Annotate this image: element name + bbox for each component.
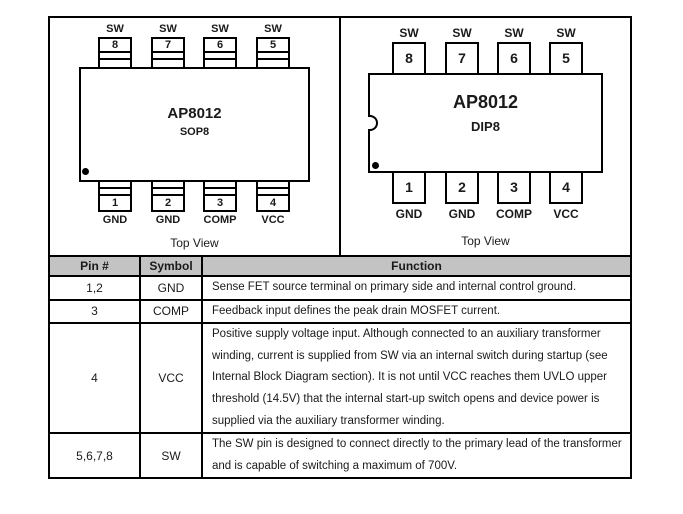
- sop8-pin-2: [151, 180, 185, 212]
- sop8-pin2-bottom-label: GND: [155, 214, 181, 226]
- dip8-pin7-top-label: SW: [452, 26, 472, 40]
- table-row-vcc: [49, 323, 631, 433]
- symbol-cell: SW: [140, 433, 202, 478]
- sop8-pin-8-number: 8: [100, 39, 130, 53]
- dip8-pin1-bottom-label: GND: [395, 207, 423, 221]
- function-cell: Sense FET source terminal on primary side and internal control ground.: [202, 276, 631, 300]
- dip8-chip-name: AP8012: [452, 92, 519, 112]
- sop8-pin-6-number: 6: [205, 39, 235, 53]
- sop8-pin-1-number: 1: [111, 197, 119, 209]
- sop8-pin-3: [203, 180, 237, 212]
- sop8-pin-6: [203, 37, 237, 69]
- dip8-pin4-bottom-label: VCC: [553, 207, 579, 221]
- sop8-caption: Top View: [170, 236, 219, 250]
- sop8-pin-4: [256, 180, 290, 212]
- col-header-pin: Pin #: [49, 256, 140, 276]
- dip8-title-block: [368, 92, 603, 135]
- sop8-pin-8: [98, 37, 132, 69]
- sop8-title-block: [79, 105, 310, 139]
- sop8-pin-1: [98, 180, 132, 212]
- sop8-pin8-top-label: SW: [106, 23, 124, 35]
- dip8-pin-2: 2: [445, 171, 479, 204]
- sop8-pin-7: [151, 37, 185, 69]
- panel-divider: [339, 16, 341, 255]
- dip8-package-name: DIP8: [471, 119, 500, 134]
- symbol-cell: VCC: [140, 323, 202, 433]
- sop8-pin5-top-label: SW: [264, 23, 282, 35]
- function-cell: Feedback input defines the peak drain MOSFET current.: [202, 300, 631, 324]
- table-row-comp: [49, 300, 631, 324]
- dip8-pin-4: 4: [549, 171, 583, 204]
- sop8-pin-4-number: 4: [269, 197, 277, 209]
- sop8-pin4-bottom-label: VCC: [261, 214, 285, 226]
- sop8-pin3-bottom-label: COMP: [203, 214, 237, 226]
- sop8-package-name: SOP8: [179, 126, 210, 138]
- sop8-pin-2-number: 2: [164, 197, 172, 209]
- dip8-pin5-top-label: SW: [556, 26, 576, 40]
- dip8-pin1-dot: [372, 162, 379, 169]
- dip8-pin8-top-label: SW: [399, 26, 419, 40]
- dip8-pin-7: 7: [445, 42, 479, 75]
- sop8-chip-name: AP8012: [167, 105, 222, 122]
- table-header-row: [49, 256, 631, 276]
- sop8-pin1-bottom-label: GND: [102, 214, 128, 226]
- sop8-pin-5: [256, 37, 290, 69]
- dip8-pin-6: 6: [497, 42, 531, 75]
- sop8-pin-7-number: 7: [153, 39, 183, 53]
- sop8-pin6-top-label: SW: [211, 23, 229, 35]
- sop8-pin-3-number: 3: [216, 197, 224, 209]
- pin-cell: 4: [49, 323, 140, 433]
- symbol-cell: GND: [140, 276, 202, 300]
- dip8-pin-5: 5: [549, 42, 583, 75]
- col-header-function: Function: [202, 256, 631, 276]
- pin-cell: 1,2: [49, 276, 140, 300]
- pin-cell: 3: [49, 300, 140, 324]
- pin-cell: 5,6,7,8: [49, 433, 140, 478]
- pin-function-table: [48, 255, 632, 479]
- function-cell: The SW pin is designed to connect directly to the primary lead of the transformer and is capable of switching a maximum of 700V.: [202, 433, 631, 478]
- col-header-symbol: Symbol: [140, 256, 202, 276]
- function-cell: Positive supply voltage input. Although connected to an auxiliary transformer winding, current is supplied from SW via an internal switch during startup (see Internal Block Diagram section). It is not until VCC reaches them UVLO upper threshold (14.5V) that the internal start-up switch opens and device power is supplied via the auxiliary transformer winding.: [202, 323, 631, 433]
- dip8-pin2-bottom-label: GND: [448, 207, 476, 221]
- table-row-gnd: [49, 276, 631, 300]
- dip8-pin-1: 1: [392, 171, 426, 204]
- sop8-pin1-dot: [82, 168, 89, 175]
- table-row-sw: [49, 433, 631, 478]
- dip8-pin-3: 3: [497, 171, 531, 204]
- dip8-pin-8: 8: [392, 42, 426, 75]
- sop8-pin7-top-label: SW: [159, 23, 177, 35]
- sop8-pin-5-number: 5: [258, 39, 288, 53]
- dip8-pin6-top-label: SW: [504, 26, 524, 40]
- dip8-caption: Top View: [461, 234, 510, 248]
- symbol-cell: COMP: [140, 300, 202, 324]
- dip8-pin3-bottom-label: COMP: [496, 207, 532, 221]
